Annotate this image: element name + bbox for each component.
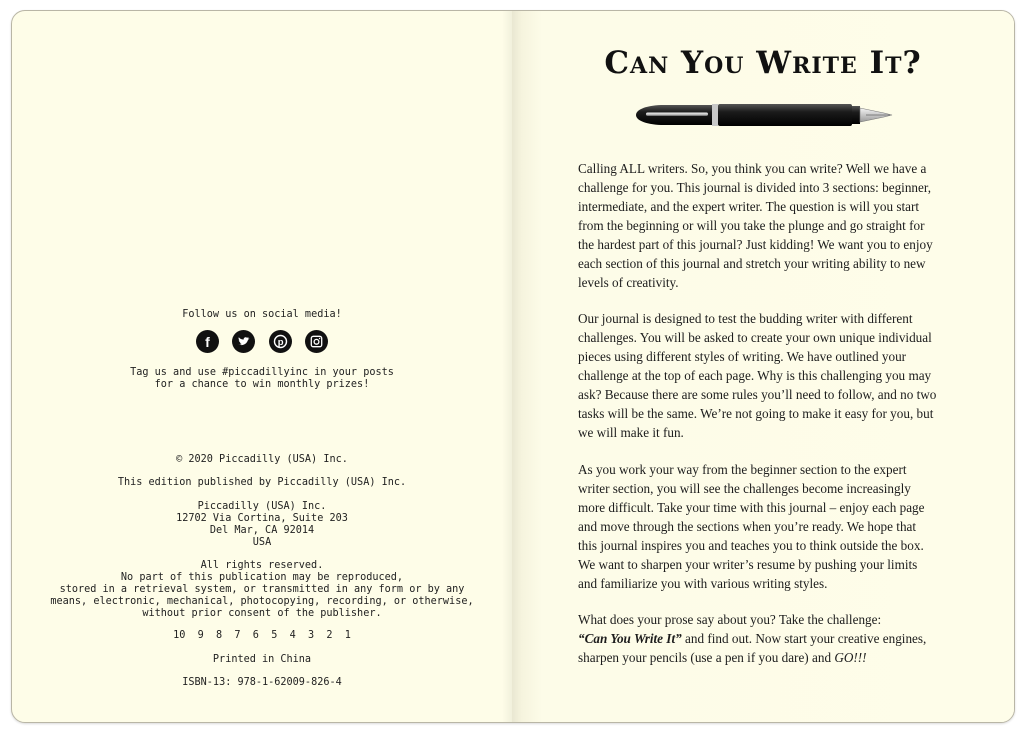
fountain-pen-icon <box>634 101 896 129</box>
pinterest-icon[interactable] <box>269 330 292 353</box>
text-line: challenge for you. This journal is divided into 3 sections: beginner, <box>578 180 932 195</box>
text-line: challenges. You will be asked to create your own unique individual <box>578 330 932 345</box>
twitter-icon[interactable] <box>232 330 255 353</box>
facebook-icon[interactable] <box>196 330 219 353</box>
text-line: writer section, you will see the challenges become increasingly <box>578 481 911 496</box>
text-line: What does your prose say about you? Take the challenge: <box>578 612 882 627</box>
text-line <box>578 629 958 648</box>
svg-text:f: f <box>205 334 211 350</box>
sections-paragraph <box>578 460 958 593</box>
open-book <box>11 10 1015 723</box>
text-line: challenge at the top of each page. Why is this challenging you may <box>578 368 932 383</box>
text-line: ask? Because there are some rules you’ll need to follow, and no two <box>578 387 937 402</box>
tag-line-2: for a chance to win monthly prizes! <box>154 379 370 390</box>
intro-paragraph <box>578 159 958 292</box>
rights-line: stored in a retrieval system, or transmitted in any form or by any <box>59 584 465 595</box>
text-line: we will make it fun. <box>578 425 684 440</box>
go-emphasis: GO!!! <box>834 650 867 665</box>
text-line: each section of this journal and stretch your writing ability to new <box>578 256 926 271</box>
instagram-icon[interactable] <box>305 330 328 353</box>
text-line: We want to sharpen your writer’s resume by pushing your limits <box>578 557 918 572</box>
journal-paragraph <box>578 309 958 442</box>
left-page <box>12 11 512 722</box>
text-line: tasks will be the same. We’re not going to make it easy for you, but <box>578 406 934 421</box>
text-line: this journal inspires you and teaches you to think outside the box. <box>578 538 924 553</box>
printer-key: 10 9 8 7 6 5 4 3 2 1 <box>173 630 351 641</box>
text-line: Our journal is designed to test the budding writer with different <box>578 311 913 326</box>
rights-line: No part of this publication may be reproduced, <box>120 572 404 583</box>
address-line: Piccadilly (USA) Inc. <box>197 501 327 512</box>
book-title-italic: “Can You Write It” <box>578 631 682 646</box>
text-line: and move through the sections when you’re ready. We hope that <box>578 519 917 534</box>
follow-text: Follow us on social media! <box>182 309 342 320</box>
rights-line: All rights reserved. <box>200 560 324 571</box>
text-line: Calling ALL writers. So, you think you can write? Well we have a <box>578 161 927 176</box>
address-line: 12702 Via Cortina, Suite 203 <box>176 513 348 524</box>
printed-in: Printed in China <box>212 654 312 665</box>
copyright-line: © 2020 Piccadilly (USA) Inc. <box>176 454 348 465</box>
challenge-paragraph <box>578 610 958 667</box>
social-icons <box>12 330 512 353</box>
gutter-shadow <box>502 11 512 722</box>
text-line: and familiarize you with various writing styles. <box>578 576 828 591</box>
text-line: pieces using different styles of writing. We have outlined your <box>578 349 907 364</box>
svg-text:p: p <box>277 337 284 349</box>
text-line: more difficult. Take your time with this journal – enjoy each page <box>578 500 925 515</box>
address-line: Del Mar, CA 92014 <box>209 525 315 536</box>
text-line: As you work your way from the beginner section to the expert <box>578 462 907 477</box>
page-title: Can You Write It? <box>604 45 922 81</box>
edition-line: This edition published by Piccadilly (USA) Inc. <box>117 477 407 488</box>
text-line <box>578 648 958 667</box>
text-line: levels of creativity. <box>578 275 679 290</box>
rights-line: means, electronic, mechanical, photocopying, recording, or otherwise, <box>50 596 474 607</box>
text-line: intermediate, and the expert writer. The question is will you start <box>578 199 920 214</box>
address-line: USA <box>252 537 272 548</box>
text-line: the hardest part of this journal? Just kidding! We want you to enjoy <box>578 237 933 252</box>
right-page <box>512 11 1014 722</box>
tag-line-1: Tag us and use #piccadillyinc in your posts <box>130 367 394 378</box>
text-span: and find out. Now start your creative engines, <box>681 631 927 646</box>
text-span: sharpen your pencils (use a pen if you dare) and <box>578 650 835 665</box>
text-line: from the beginning or will you take the plunge and go straight for <box>578 218 925 233</box>
isbn: ISBN-13: 978-1-62009-826-4 <box>182 677 342 688</box>
rights-line: without prior consent of the publisher. <box>142 608 382 619</box>
